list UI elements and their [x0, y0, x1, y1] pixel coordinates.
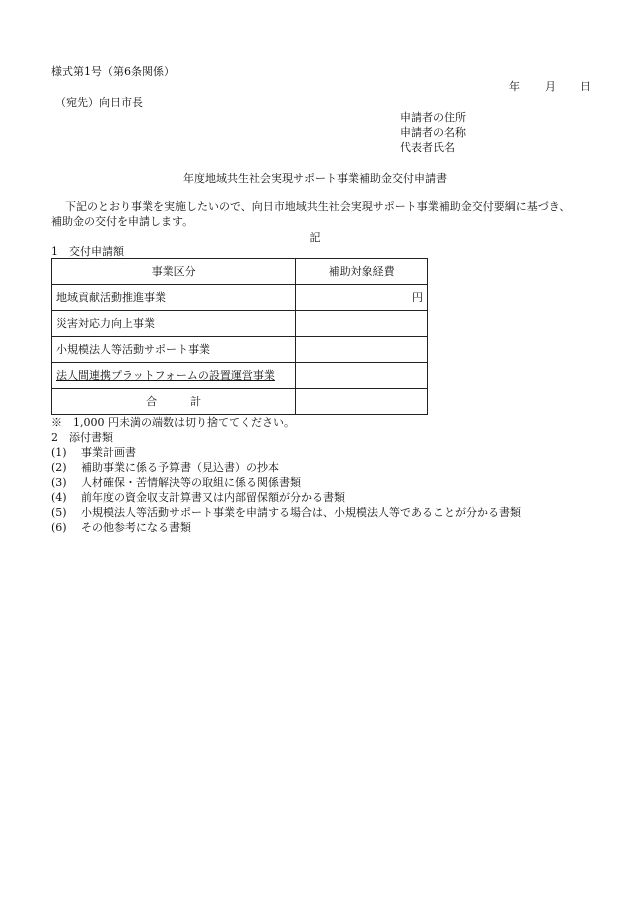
list-item: [51, 461, 279, 475]
row-category-text: 法人間連携プラットフォームの設置運営事業: [56, 368, 275, 382]
representative-name-label: 代表者氏名: [400, 141, 455, 154]
section-2-heading: 2 添付書類: [51, 431, 113, 444]
date-day-label: 日: [580, 80, 591, 93]
application-amount-table: [51, 258, 428, 415]
table-row: [52, 363, 428, 389]
total-value: [296, 389, 428, 415]
attachment-text: 前年度の資金収支計算書又は内部留保額が分かる書類: [81, 491, 345, 504]
ki-heading: 記: [309, 231, 321, 244]
applicant-name-label: 申請者の名称: [400, 126, 466, 139]
total-label: 合 計: [52, 389, 296, 415]
row-category: 小規模法人等活動サポート事業: [52, 337, 296, 363]
body-text-line-1: 下記のとおり事業を実施したいので、向日市地域共生社会実現サポート事業補助金交付要綱に基づき、: [65, 200, 571, 213]
list-item: [51, 491, 345, 505]
attachment-text: 小規模法人等活動サポート事業を申請する場合は、小規模法人等であることが分かる書類: [81, 506, 521, 519]
attachment-number: (2): [51, 461, 67, 474]
attachment-text: 事業計画書: [81, 446, 136, 459]
header-category: 事業区分: [52, 259, 296, 285]
attachment-number: (6): [51, 521, 67, 534]
addressee: （宛先）向日市長: [55, 96, 143, 109]
list-item: [51, 506, 521, 520]
attachment-number: (5): [51, 506, 67, 519]
row-category: [52, 363, 296, 389]
attachment-text: 人材確保・苦情解決等の取組に係る関係書類: [81, 476, 301, 489]
list-item: [51, 476, 301, 490]
attachment-number: (1): [51, 446, 67, 459]
date-year-label: 年: [509, 80, 520, 93]
attachment-text: その他参考になる書類: [81, 521, 191, 534]
row-cost: [296, 363, 428, 389]
table-total-row: [52, 389, 428, 415]
rounding-note: ※ 1,000 円未満の端数は切り捨ててください。: [51, 416, 295, 429]
attachment-number: (4): [51, 491, 67, 504]
attachment-number: (3): [51, 476, 67, 489]
table-row: [52, 285, 428, 311]
form-number: 様式第1号（第6条関係）: [51, 65, 175, 78]
table-row: [52, 337, 428, 363]
table-header-row: [52, 259, 428, 285]
document-title: 年度地域共生社会実現サポート事業補助金交付申請書: [183, 172, 447, 185]
row-category: 地域貢献活動推進事業: [52, 285, 296, 311]
list-item: [51, 446, 136, 460]
date-month-label: 月: [545, 80, 556, 93]
row-category: 災害対応力向上事業: [52, 311, 296, 337]
section-1-heading: 1 交付申請額: [51, 245, 124, 258]
row-cost: [296, 311, 428, 337]
row-cost: [296, 337, 428, 363]
attachment-text: 補助事業に係る予算書（見込書）の抄本: [81, 461, 279, 474]
list-item: [51, 521, 191, 535]
table-row: [52, 311, 428, 337]
applicant-address-label: 申請者の住所: [400, 111, 466, 124]
body-text-line-2: 補助金の交付を申請します。: [51, 215, 194, 228]
row-cost: 円: [296, 285, 428, 311]
header-cost: 補助対象経費: [296, 259, 428, 285]
